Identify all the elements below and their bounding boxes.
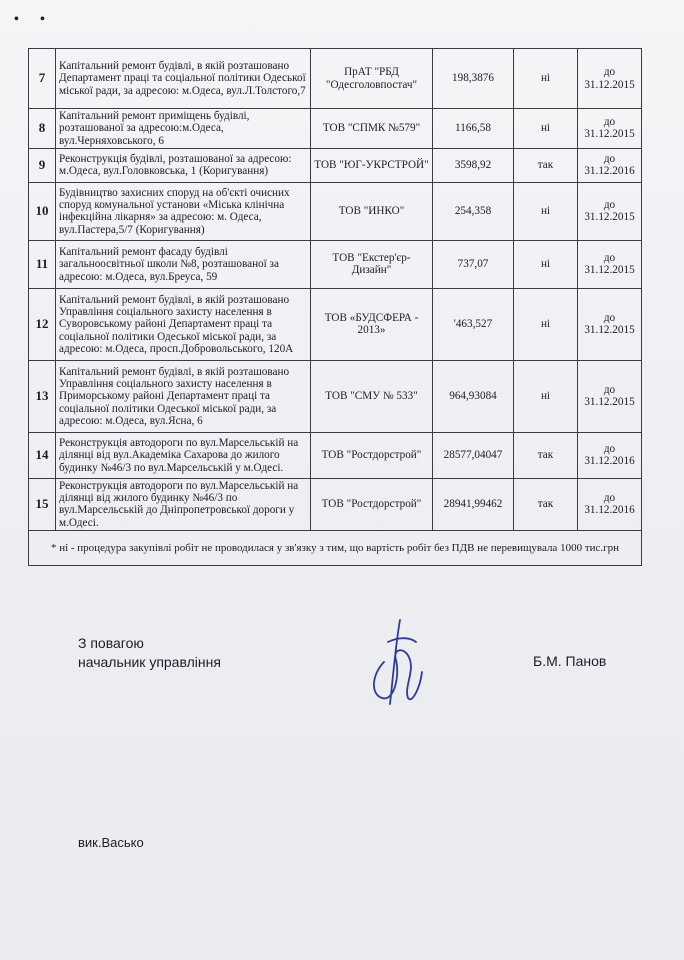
contract-amount: 28577,04047 [433, 432, 514, 478]
footnote: * ні - процедура закупівлі робіт не проводилася у зв'язку з тим, що вартість робіт без ПДВ не перевищувала 1000 тис.грн [29, 531, 642, 566]
procurement-flag: так [514, 478, 578, 530]
procurement-flag: ні [514, 240, 578, 288]
contractor: ТОВ «БУДСФЕРА - 2013» [311, 288, 433, 360]
contractor: ТОВ "Ростдорстрой" [311, 432, 433, 478]
deadline: до 31.12.2015 [578, 360, 642, 432]
contract-amount: 964,93084 [433, 360, 514, 432]
contractor: ПрАТ "РБД "Одесголовпостач" [311, 49, 433, 109]
contractor: ТОВ "ЮГ-УКРСТРОЙ" [311, 148, 433, 182]
table-row [29, 478, 642, 530]
row-number: 13 [29, 360, 56, 432]
procurement-flag: ні [514, 109, 578, 149]
row-number: 15 [29, 478, 56, 530]
contract-amount: 1166,58 [433, 109, 514, 149]
contractor: ТОВ "Екстер'єр-Дизайн" [311, 240, 433, 288]
work-description: Капітальний ремонт фасаду будівлі загальноосвітньої школи №8, розташованої за адресою: м.Одеса, вул.Бреуса, 59 [56, 240, 311, 288]
contractor: ТОВ "ИНКО" [311, 182, 433, 240]
deadline: до 31.12.2016 [578, 148, 642, 182]
row-number: 10 [29, 182, 56, 240]
contract-amount: 3598,92 [433, 148, 514, 182]
table-row [29, 182, 642, 240]
signatory-name: Б.М. Панов [533, 653, 607, 669]
works-table [28, 48, 642, 566]
contractor: ТОВ "СМУ № 533" [311, 360, 433, 432]
table-row [29, 360, 642, 432]
scan-mark: • [14, 12, 19, 27]
table-row [29, 109, 642, 149]
deadline: до 31.12.2015 [578, 109, 642, 149]
deadline: до 31.12.2015 [578, 240, 642, 288]
table-row [29, 240, 642, 288]
procurement-flag: ні [514, 360, 578, 432]
row-number: 8 [29, 109, 56, 149]
work-description: Реконструкція автодороги по вул.Марсельській на ділянці від вул.Академіка Сахарова до жилого будинку №46/3 по вул.Марсельській у м.Одесі. [56, 432, 311, 478]
work-description: Капітальний ремонт будівлі, в якій розташовано Управління соціального захисту населення в Приморському районі Департамент праці та соціальної політики Одеської міської ради, за адресою: м.Одеса, вул.Ясна, 6 [56, 360, 311, 432]
procurement-flag: ні [514, 288, 578, 360]
deadline: до 31.12.2016 [578, 478, 642, 530]
contract-amount: 737,07 [433, 240, 514, 288]
contractor: ТОВ "СПМК №579" [311, 109, 433, 149]
procurement-flag: ні [514, 182, 578, 240]
contract-amount: 28941,99462 [433, 478, 514, 530]
procurement-flag: так [514, 148, 578, 182]
table-row [29, 49, 642, 109]
closing-block [78, 634, 221, 672]
row-number: 7 [29, 49, 56, 109]
table-row [29, 148, 642, 182]
executor-name: вик.Васько [78, 835, 144, 850]
regards-line: З повагою [78, 635, 144, 651]
work-description: Реконструкція будівлі, розташованої за адресою: м.Одеса, вул.Головковська, 1 (Коригування) [56, 148, 311, 182]
deadline: до 31.12.2015 [578, 182, 642, 240]
contract-amount: '463,527 [433, 288, 514, 360]
row-number: 14 [29, 432, 56, 478]
row-number: 12 [29, 288, 56, 360]
work-description: Капітальний ремонт приміщень будівлі, розташованої за адресою:м.Одеса, вул.Черняховського, 6 [56, 109, 311, 149]
row-number: 11 [29, 240, 56, 288]
contract-amount: 198,3876 [433, 49, 514, 109]
table-row [29, 432, 642, 478]
contractor: ТОВ "Ростдорстрой" [311, 478, 433, 530]
deadline: до 31.12.2016 [578, 432, 642, 478]
deadline: до 31.12.2015 [578, 49, 642, 109]
work-description: Капітальний ремонт будівлі, в якій розташовано Управління соціального захисту населення в Суворовському районі Департамент праці та соціальної політики Одеської міської ради, за адресою: м.Одеса, просп.Добровольського, 120А [56, 288, 311, 360]
table-row [29, 288, 642, 360]
position-line: начальник управління [78, 654, 221, 670]
work-description: Реконструкція автодороги по вул.Марсельській на ділянці від жилого будинку №46/3 по вул.Марсельській до Дніпропетровської дороги у м.Одесі. [56, 478, 311, 530]
table-footnote-row [29, 531, 642, 566]
procurement-flag: так [514, 432, 578, 478]
signature-image [360, 612, 432, 712]
row-number: 9 [29, 148, 56, 182]
procurement-flag: ні [514, 49, 578, 109]
scan-mark: • [40, 12, 45, 27]
contract-amount: 254,358 [433, 182, 514, 240]
work-description: Будівництво захисних споруд на об'єкті очисних споруд комунальної установи «Міська клінічна інфекційна лікарня» за адресою: м. Одеса, вул.Пастера,5/7 (Коригування) [56, 182, 311, 240]
work-description: Капітальний ремонт будівлі, в якій розташовано Департамент праці та соціальної політики Одеської міської ради, за адресою: м.Одеса, вул.Л.Толстого,7 [56, 49, 311, 109]
deadline: до 31.12.2015 [578, 288, 642, 360]
